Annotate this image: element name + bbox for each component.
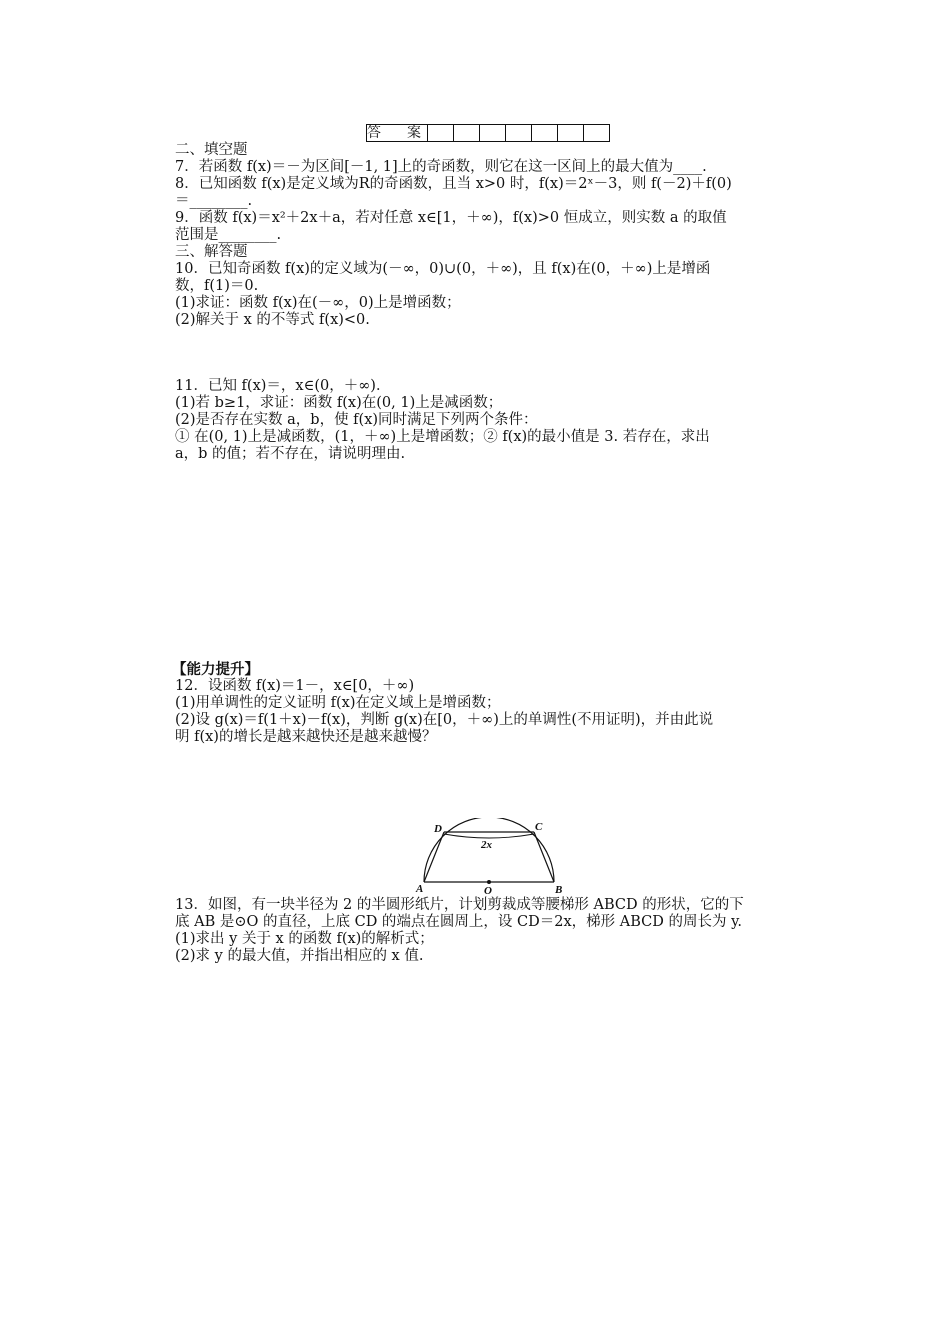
- question-12-cont: 明 f(x)的增长是越来越快还是越来越慢？: [175, 729, 437, 745]
- answer-cell[interactable]: [428, 125, 454, 142]
- answer-cell[interactable]: [584, 125, 610, 142]
- question-8-cont: ＝________.: [175, 193, 253, 209]
- question-7: 7．若函数 f(x)＝－为区间[－1, 1]上的奇函数，则它在这一区间上的最大值为____.: [175, 159, 707, 175]
- answer-cell[interactable]: [558, 125, 584, 142]
- leg-ad: [424, 832, 444, 882]
- question-12: 12．设函数 f(x)＝1－，x∈[0，＋∞): [175, 678, 415, 694]
- answer-cell[interactable]: [532, 125, 558, 142]
- question-12-part-2: (2)设 g(x)＝f(1＋x)－f(x)，判断 g(x)在[0，＋∞)上的单调性(不用证明)，并由此说: [175, 712, 714, 728]
- question-8: 8．已知函数 f(x)是定义域为R的奇函数，且当 x>0 时，f(x)＝2ˣ－3，则 f(－2)＋f(0): [175, 176, 732, 192]
- question-13: 13．如图，有一块半径为 2 的半圆形纸片，计划剪裁成等腰梯形 ABCD 的形状，它的下: [175, 897, 744, 913]
- leg-bc: [534, 832, 554, 882]
- answer-table: [366, 124, 610, 142]
- section-heading-solve: 三、解答题: [175, 244, 248, 260]
- question-13-part-2: (2)求 y 的最大值，并指出相应的 x 值.: [175, 948, 424, 964]
- answer-cell[interactable]: [506, 125, 532, 142]
- label-a: A: [416, 883, 424, 895]
- question-11-part-1: (1)若 b≥1，求证：函数 f(x)在(0, 1)上是减函数；: [175, 395, 503, 411]
- geometry-diagram: [412, 818, 572, 900]
- question-13-cont: 底 AB 是⊙O 的直径，上底 CD 的端点在圆周上，设 CD＝2x，梯形 ABCD 的周长为 y.: [175, 914, 742, 930]
- label-b: B: [555, 884, 563, 896]
- section-heading-fill-blank: 二、填空题: [175, 142, 248, 158]
- question-10-cont: 数，f(1)＝0.: [175, 278, 259, 294]
- answer-cell[interactable]: [454, 125, 480, 142]
- question-11: 11．已知 f(x)＝，x∈(0，＋∞)．: [175, 378, 391, 394]
- semicircle-trapezoid-figure: [412, 818, 572, 900]
- question-11-conditions: ① 在(0, 1)上是减函数，(1，＋∞)上是增函数；② f(x)的最小值是 3. 若存在，求出: [175, 429, 710, 445]
- brace-2x: [444, 834, 534, 838]
- question-12-part-1: (1)用单调性的定义证明 f(x)在定义域上是增函数；: [175, 695, 501, 711]
- question-10-part-1: (1)求证：函数 f(x)在(－∞，0)上是增函数；: [175, 295, 461, 311]
- question-9: 9．函数 f(x)＝x²＋2x＋a，若对任意 x∈[1，＋∞)，f(x)>0 恒成立，则实数 a 的取值: [175, 210, 727, 226]
- section-heading-ability: 【能力提升】: [172, 661, 259, 678]
- answer-table-header: 答 案: [367, 125, 427, 141]
- question-13-part-1: (1)求出 y 关于 x 的函数 f(x)的解析式；: [175, 931, 434, 947]
- label-o: O: [484, 885, 492, 897]
- question-9-cont: 范围是________.: [175, 227, 282, 243]
- center-point-o: [487, 880, 491, 884]
- label-2x: 2x: [481, 839, 492, 851]
- label-c: C: [535, 821, 543, 833]
- question-11-cont: a，b 的值；若不存在，请说明理由.: [175, 446, 406, 462]
- question-11-part-2: (2)是否存在实数 a，b，使 f(x)同时满足下列两个条件：: [175, 412, 538, 428]
- label-d: D: [434, 823, 442, 835]
- answer-cell[interactable]: [480, 125, 506, 142]
- question-10: 10．已知奇函数 f(x)的定义域为(－∞，0)∪(0，＋∞)，且 f(x)在(0，＋∞)上是增函: [175, 261, 711, 277]
- question-10-part-2: (2)解关于 x 的不等式 f(x)<0.: [175, 312, 370, 328]
